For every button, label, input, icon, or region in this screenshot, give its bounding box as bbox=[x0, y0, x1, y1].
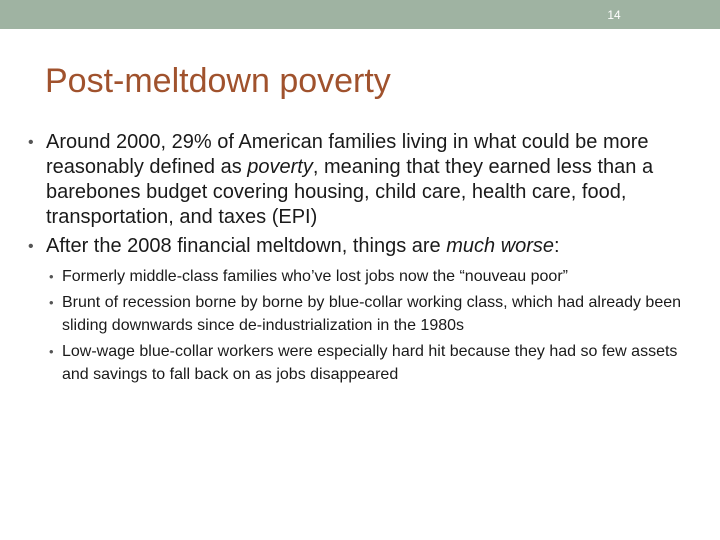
bullet-icon: • bbox=[49, 269, 54, 284]
bullet-item bbox=[28, 130, 698, 230]
bullet-icon: • bbox=[28, 134, 34, 151]
bullet-icon: • bbox=[49, 295, 54, 310]
slide-number: 14 bbox=[607, 8, 621, 22]
sub-bullet-item: • Formerly middle-class families who’ve lost jobs now the “nouveau poor” bbox=[28, 265, 698, 288]
sub-bullet-list bbox=[28, 265, 698, 386]
bullet-icon: • bbox=[49, 344, 54, 359]
bullet-icon: • bbox=[28, 238, 34, 255]
header-bar bbox=[0, 0, 720, 29]
bullet-item bbox=[28, 234, 698, 259]
slide-content bbox=[28, 130, 698, 389]
bullet-text-2: After the 2008 financial meltdown, things are much worse: bbox=[46, 235, 560, 257]
sub-bullet-item: • Brunt of recession borne by borne by blue-collar working class, which had already been sliding downwards since de-industrialization in the 1980s bbox=[28, 291, 698, 337]
sub-bullet-item: • Low-wage blue-collar workers were especially hard hit because they had so few assets and savings to fall back on as jobs disappeared bbox=[28, 340, 698, 386]
bullet-text-1: Around 2000, 29% of American families living in what could be more reasonably defined as poverty, meaning that they earned less than a barebones budget covering housing, child care, health care, food, transportation, and taxes (EPI) bbox=[46, 131, 654, 228]
slide-title: Post-meltdown poverty bbox=[45, 62, 391, 100]
